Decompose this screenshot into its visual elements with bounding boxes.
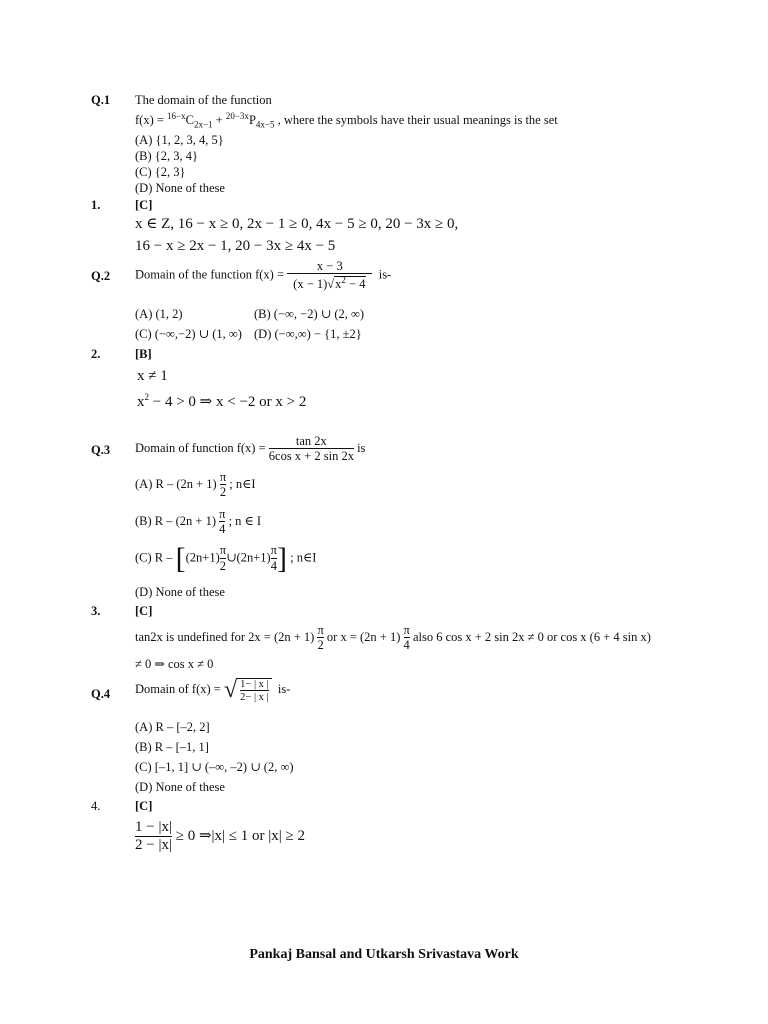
option-b: (B) (−∞, −2) ∪ (2, ∞)	[254, 307, 365, 321]
answer-key: [C]	[135, 799, 153, 813]
option-d: (D) None of these	[135, 585, 225, 599]
answer-key: [B]	[135, 347, 152, 361]
option-c: (C) R – [(2n+1) $\frac{\pi}{2}$ ∪(2n+1) $\frac{\pi}{4}$ ] ; n∈I	[135, 542, 317, 575]
page-footer: Pankaj Bansal and Utkarsh Srivastava Work	[249, 947, 519, 962]
question-formula: $f(x) = ^{16-x}C_{2x-1} + ^{20-3x}P_{4x-5}$ , where the symbols have their usual meanings is the set	[135, 111, 558, 130]
question-stem-formula: Domain of the function f(x) = $\frac{x - 3}{(x - 1)√x^2 - 4}$ is-	[135, 259, 392, 292]
option-b: (B) R – (2n + 1) $\frac{\pi}{4}$ ; n ∈ I	[135, 507, 262, 537]
option-a: (A) R – [–2, 2]	[135, 720, 210, 734]
answer-number: 2.	[91, 347, 101, 361]
question-stem-formula: Domain of f(x) = √ $\frac{1- | x |}{2- | x |}$ is-	[135, 677, 291, 703]
option-a: (A) (1, 2)	[135, 307, 183, 321]
solution-line: 16 − x ≥ 2x − 1, 20 − 3x ≥ 4x − 5	[135, 238, 336, 254]
question-number: Q.3	[91, 443, 111, 457]
option-b: (B) R – [–1, 1]	[135, 740, 209, 754]
option-a: (A) R – (2n + 1) $\frac{\pi}{2}$ ; n∈I	[135, 470, 256, 500]
solution-line: ≠ 0 ⇒ cos x ≠ 0	[135, 657, 214, 671]
solution-line: tan2x is undefined for 2x = (2n + 1) $\frac{\pi}{2}$ or x = (2n + 1) $\frac{\pi}{4}$ also 6 cos x + 2 sin 2x ≠ 0 or cos x (6 + 4 sin x)	[135, 623, 651, 653]
answer-key: [C]	[135, 198, 153, 212]
option-d: (D) None of these	[135, 780, 225, 794]
solution-line: $x^2 - 4 > 0$ ⇒ x < −2 or x > 2	[137, 392, 307, 410]
answer-number: 1.	[91, 198, 101, 212]
option-d: (D) (−∞,∞) − {1, ±2}	[254, 327, 362, 341]
option-c: (C) [–1, 1] ∪ (–∞, –2) ∪ (2, ∞)	[135, 760, 294, 774]
option-c: (C) (−∞,−2) ∪ (1, ∞)	[135, 327, 242, 341]
option-a: (A) {1, 2, 3, 4, 5}	[135, 133, 224, 147]
question-stem-formula: Domain of function f(x) = $\frac{\tan 2x}{\text{6cos x + 2 sin 2x}}$ is	[135, 434, 366, 464]
option-c: (C) {2, 3}	[135, 165, 186, 179]
question-number: Q.1	[91, 93, 111, 107]
answer-number: 4.	[91, 799, 101, 813]
solution-line: $\frac{1 - |x|}{2 - |x|}$ ≥ 0 ⇒|x| ≤ 1 or |x| ≥ 2	[135, 819, 305, 853]
option-d: (D) None of these	[135, 181, 225, 195]
answer-key: [C]	[135, 604, 153, 618]
question-number: Q.4	[91, 687, 111, 701]
question-stem: The domain of the function	[135, 93, 272, 107]
solution-line: x ∈ Z, 16 − x ≥ 0, 2x − 1 ≥ 0, 4x − 5 ≥ 0, 20 − 3x ≥ 0,	[135, 216, 459, 232]
answer-number: 3.	[91, 604, 101, 618]
question-number: Q.2	[91, 269, 111, 283]
option-b: (B) {2, 3, 4}	[135, 149, 199, 163]
solution-line: x ≠ 1	[137, 368, 168, 384]
